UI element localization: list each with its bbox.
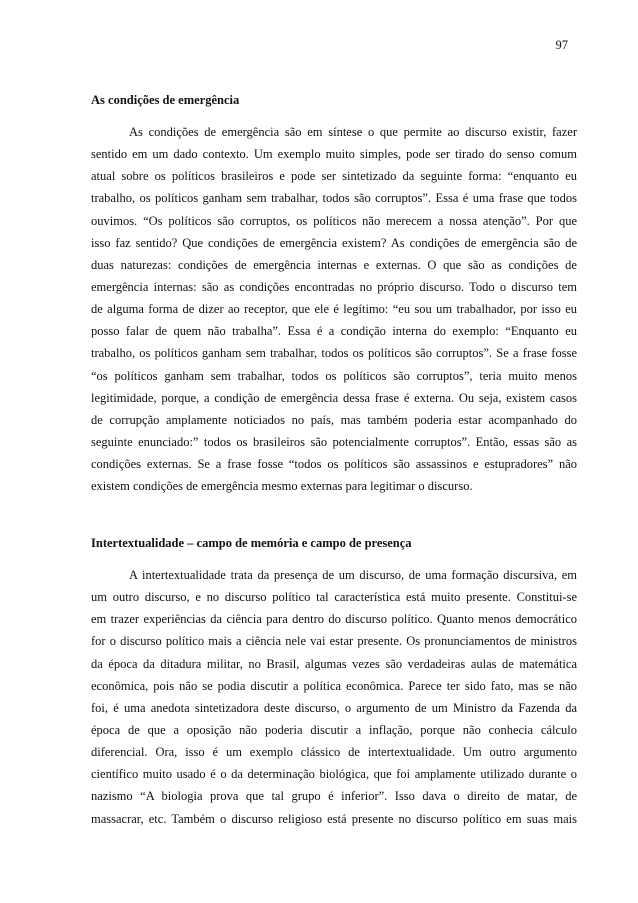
text-line: ouvimos. “Os políticos são corruptos, os políticos não merecem a nossa atenção”. Por que	[91, 213, 577, 228]
text-line: for o discurso político mais a ciência nele vai estar presente. Os pronunciamentos de ministros	[91, 634, 577, 649]
section-paragraph-intertextuality	[91, 564, 577, 830]
text-line: posso falar de quem não trabalha”. Essa é a condição interna do exemplo: “Enquanto eu	[91, 324, 577, 339]
text-line: condições externas. Se a frase fosse “todos os políticos são assassinos e estupradores” não	[91, 457, 577, 472]
text-line: seguinte enunciado:” todos os brasileiros são potencialmente corruptos”. Então, essas são as	[91, 434, 577, 449]
text-line: legitimidade, porque, a condição de emergência dessa frase é externa. Ou seja, existem casos	[91, 390, 577, 405]
text-line: As condições de emergência são em síntese o que permite ao discurso existir, fazer	[129, 125, 577, 139]
text-line: trabalho, os políticos ganham sem trabalhar, todos os políticos são corruptos”. Se a frase fosse	[91, 346, 577, 361]
section-heading-intertextuality: Intertextualidade – campo de memória e campo de presença	[91, 536, 412, 550]
text-line: emergência internas: são as condições encontradas no próprio discurso. Todo o discurso tem	[91, 279, 577, 294]
text-line: A intertextualidade trata da presença de um discurso, de uma formação discursiva, em	[129, 568, 577, 582]
text-line: científico muito usado é o da determinação biológica, que foi amplamente utilizado durante o	[91, 767, 577, 782]
page-number: 97	[555, 38, 568, 52]
text-line: atual sobre os políticos brasileiros e pode ser sintetizado da seguinte forma: “enquanto eu	[91, 169, 577, 184]
section-paragraph-emergence-conditions	[91, 121, 577, 497]
text-line: econômica, pois não se podia discutir a política econômica. Parece ter sido fato, mas se não	[91, 678, 577, 693]
text-line: foi, é uma anedota sintetizadora deste discurso, o argumento de um Ministro da Fazenda da	[91, 700, 577, 715]
text-line: isso faz sentido? Que condições de emergência existem? As condições de emergência são de	[91, 235, 577, 250]
text-line: época de que a oposição não poderia discutir a inflação, porque não conhecia cálculo	[91, 722, 577, 737]
text-line: “os políticos ganham sem trabalhar, todos os políticos são corruptos”, teria muito menos	[91, 368, 577, 383]
text-line: diferencial. Ora, isso é um exemplo clássico de intertextualidade. Um outro argumento	[91, 745, 577, 760]
text-line: nazismo “A biologia prova que tal grupo é inferior”. Isso dava o direito de matar, de	[91, 789, 577, 804]
text-line: existem condições de emergência mesmo externas para legitimar o discurso.	[91, 479, 473, 494]
text-line: da época da ditadura militar, no Brasil, algumas vezes são verdadeiras aulas de matemática	[91, 656, 577, 671]
text-line: trabalho, os políticos ganham sem trabalhar, todos são corruptos”. Essa é uma frase que todos	[91, 191, 577, 206]
text-line: sentido em um dado contexto. Um exemplo muito simples, pode ser tirado do senso comum	[91, 147, 577, 162]
text-line: massacrar, etc. Também o discurso religioso está presente no discurso político em suas mais	[91, 811, 577, 826]
section-heading-emergence-conditions: As condições de emergência	[91, 93, 240, 107]
text-line: duas naturezas: condições de emergência internas e externas. O que são as condições de	[91, 257, 577, 272]
text-line: de alguma forma de dizer ao receptor, que ele é legítimo: “eu sou um trabalhador, por isso eu	[91, 302, 577, 317]
text-line: um outro discurso, e no discurso político tal característica está muito presente. Constitui-se	[91, 590, 577, 605]
text-line: de corrupção amplamente noticiados no país, mas também poderia estar acompanhado do	[91, 412, 577, 427]
text-line: em trazer experiências da ciência para dentro do discurso político. Quanto menos democrático	[91, 612, 577, 627]
